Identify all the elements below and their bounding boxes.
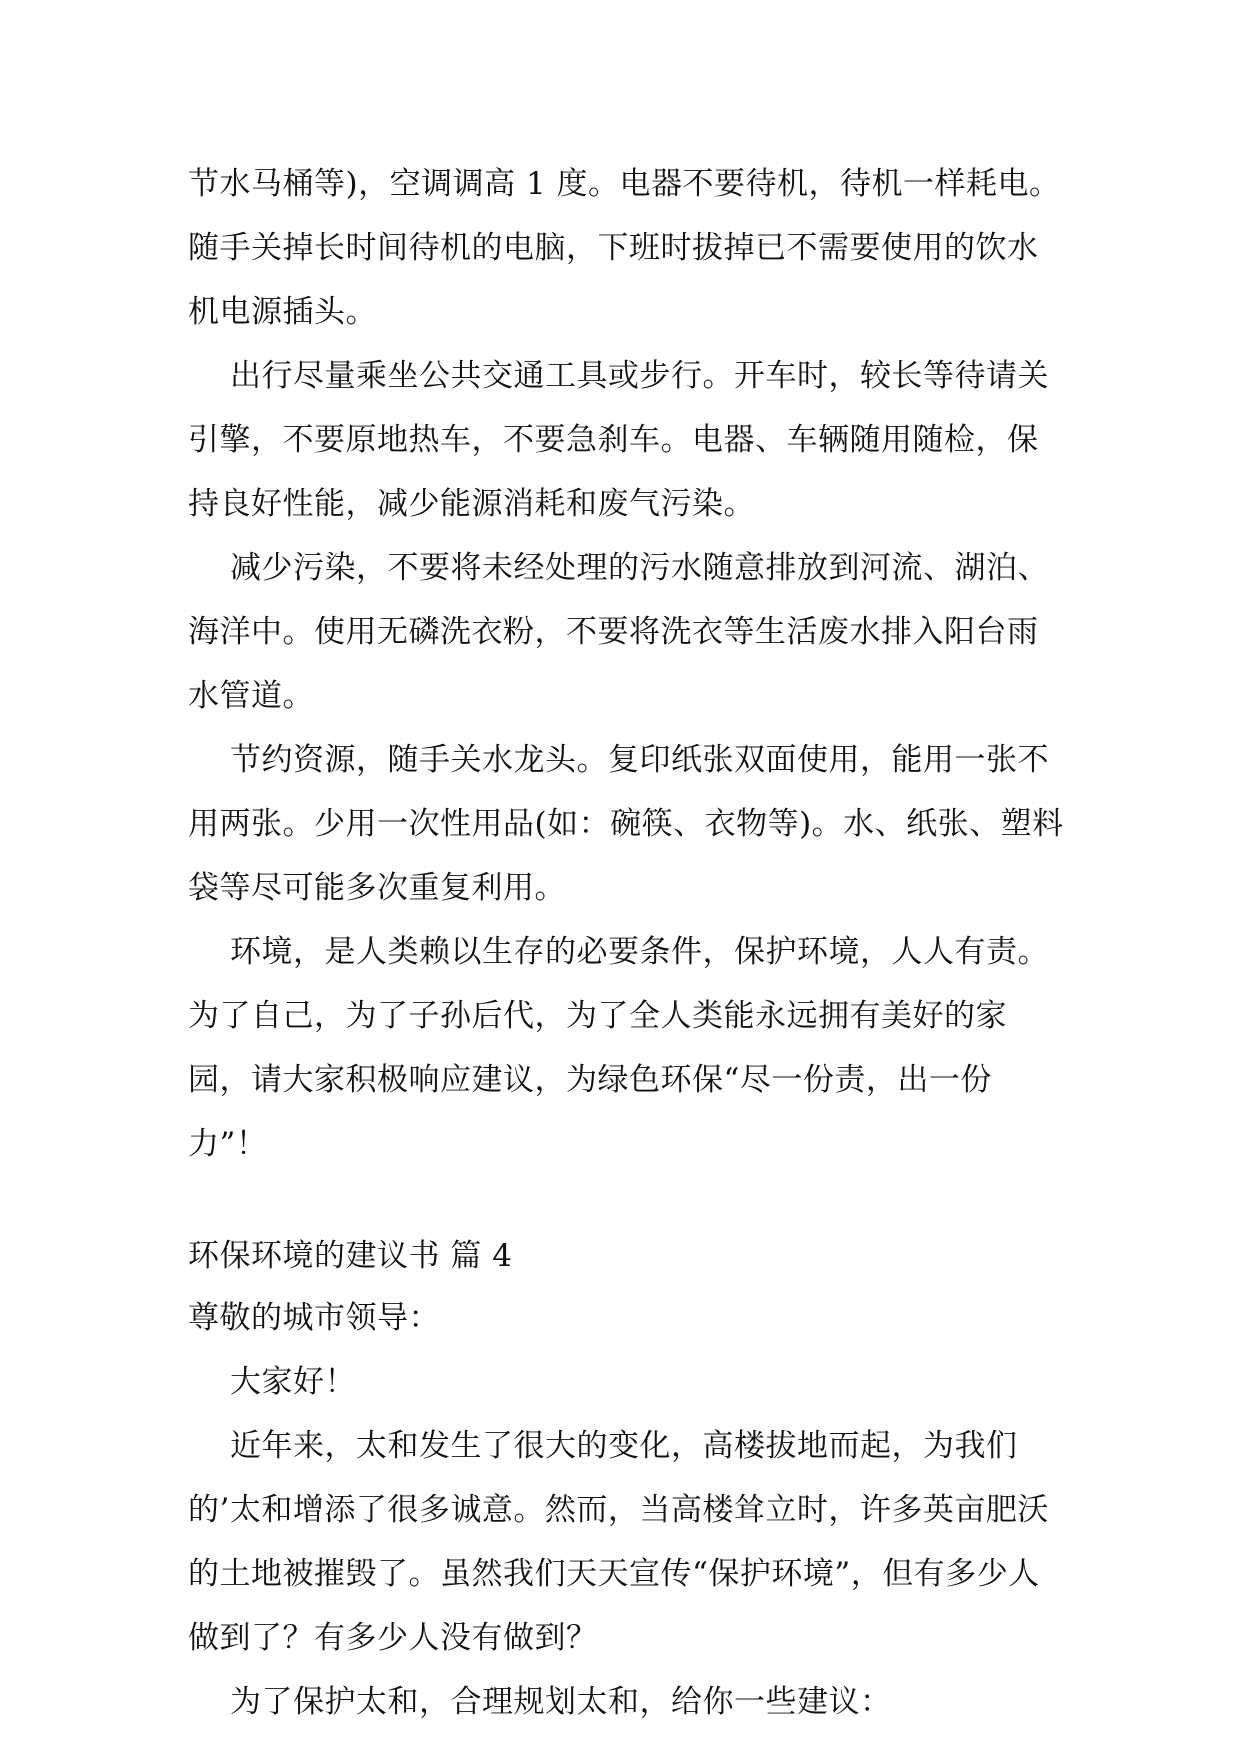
paragraph-greeting: 大家好！: [230, 1364, 356, 1400]
section-heading: 环保环境的建议书 篇 4: [188, 1238, 513, 1274]
paragraph-taihe-changes: 近年来，太和发生了很大的变化，高楼拔地而起，为我们的’太和增添了很多诚意。然而，当高楼耸立时，许多英亩肥沃的土地被摧毁了。虽然我们天天宣传“保护环境”，但有多少人做到了？有多少人没有做到？: [188, 1428, 1049, 1656]
paragraph-conclusion: 环境，是人类赖以生存的必要条件，保护环境，人人有责。为了自己，为了子孙后代，为了全人类能永远拥有美好的家园，请大家积极响应建议，为绿色环保“尽一份责，出一份力”！: [188, 934, 1049, 1162]
paragraph-pollution: 减少污染，不要将未经处理的污水随意排放到河流、湖泊、海洋中。使用无磷洗衣粉，不要将洗衣等生活废水排入阳台雨水管道。: [188, 550, 1049, 714]
paragraph-water-saving: 节水马桶等)，空调调高 1 度。电器不要待机，待机一样耗电。随手关掉长时间待机的电脑，下班时拔掉已不需要使用的饮水机电源插头。: [188, 166, 1061, 330]
paragraph-resources: 节约资源，随手关水龙头。复印纸张双面使用，能用一张不用两张。少用一次性用品(如：碗筷、衣物等)。水、纸张、塑料袋等尽可能多次重复利用。: [188, 742, 1064, 906]
document-body: [188, 152, 1068, 1734]
paragraph-transport: 出行尽量乘坐公共交通工具或步行。开车时，较长等待请关引擎，不要原地热车，不要急刹车。电器、车辆随用随检，保持良好性能，减少能源消耗和废气污染。: [188, 358, 1049, 522]
salutation: 尊敬的城市领导：: [188, 1300, 440, 1336]
section-spacer: [188, 1176, 1068, 1226]
paragraph-suggestions-intro: 为了保护太和，合理规划太和，给你一些建议：: [230, 1684, 892, 1720]
